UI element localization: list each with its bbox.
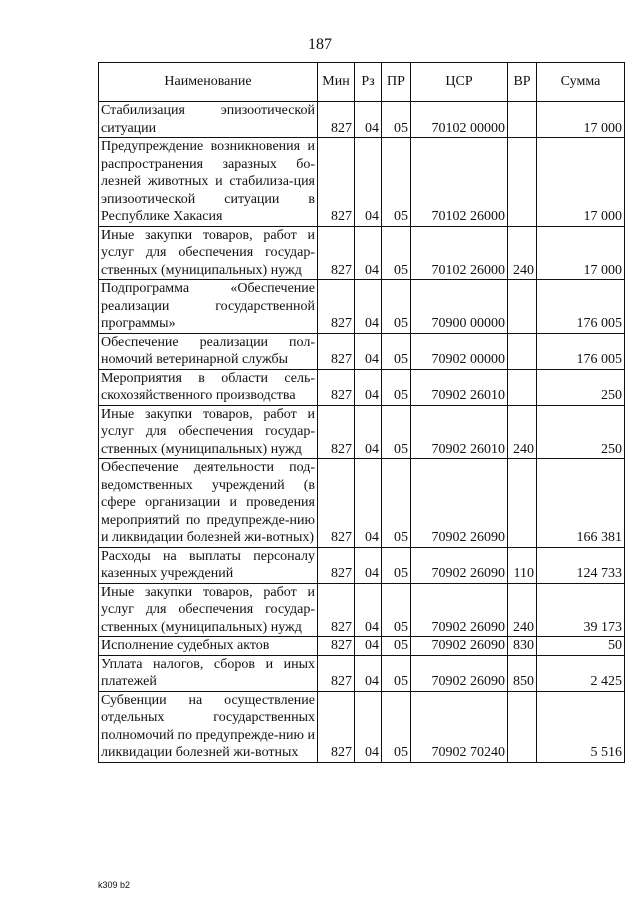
budget-table [98, 62, 625, 763]
header-sum: Сумма [537, 63, 625, 102]
cell-name: Расходы на выплаты персоналу казенных учреждений [99, 547, 318, 583]
table-row [99, 583, 625, 637]
cell-name: Исполнение судебных актов [99, 637, 318, 656]
table-row [99, 637, 625, 656]
cell-rz: 04 [355, 369, 382, 405]
cell-name: Предупреждение возникновения и распространения заразных бо-лезней животных и стабилиза-ция эпизоотической ситуации в Республике Хакасия [99, 138, 318, 227]
cell-csr: 70902 26010 [411, 405, 508, 459]
cell-vr [508, 691, 537, 762]
cell-rz: 04 [355, 583, 382, 637]
table-row [99, 280, 625, 334]
cell-vr [508, 333, 537, 369]
table-row [99, 369, 625, 405]
cell-sum: 176 005 [537, 333, 625, 369]
cell-rz: 04 [355, 459, 382, 548]
cell-rz: 04 [355, 405, 382, 459]
cell-csr: 70102 26000 [411, 138, 508, 227]
cell-pr: 05 [382, 369, 411, 405]
cell-sum: 17 000 [537, 102, 625, 138]
cell-name: Субвенции на осуществление отдельных государственных полномочий по предупрежде-нию и ликвидации болезней жи-вотных [99, 691, 318, 762]
table-row [99, 655, 625, 691]
table-row [99, 333, 625, 369]
cell-sum: 17 000 [537, 226, 625, 280]
cell-rz: 04 [355, 547, 382, 583]
cell-pr: 05 [382, 459, 411, 548]
header-rz: Рз [355, 63, 382, 102]
cell-pr: 05 [382, 691, 411, 762]
cell-rz: 04 [355, 280, 382, 334]
cell-name: Иные закупки товаров, работ и услуг для обеспечения государ-ственных (муниципальных) нужд [99, 405, 318, 459]
table-row [99, 405, 625, 459]
cell-vr [508, 369, 537, 405]
cell-pr: 05 [382, 405, 411, 459]
cell-csr: 70102 00000 [411, 102, 508, 138]
cell-pr: 05 [382, 280, 411, 334]
cell-sum: 50 [537, 637, 625, 656]
cell-rz: 04 [355, 655, 382, 691]
cell-vr: 830 [508, 637, 537, 656]
cell-rz: 04 [355, 226, 382, 280]
header-vr: ВР [508, 63, 537, 102]
table-body [99, 102, 625, 763]
cell-pr: 05 [382, 547, 411, 583]
table-row [99, 691, 625, 762]
cell-sum: 2 425 [537, 655, 625, 691]
cell-name: Уплата налогов, сборов и иных платежей [99, 655, 318, 691]
cell-min: 827 [318, 405, 355, 459]
cell-rz: 04 [355, 333, 382, 369]
cell-csr: 70902 00000 [411, 333, 508, 369]
table-row [99, 138, 625, 227]
cell-min: 827 [318, 138, 355, 227]
cell-rz: 04 [355, 691, 382, 762]
cell-vr: 240 [508, 226, 537, 280]
header-csr: ЦСР [411, 63, 508, 102]
cell-csr: 70902 26090 [411, 637, 508, 656]
cell-min: 827 [318, 547, 355, 583]
cell-name: Стабилизация эпизоотической ситуации [99, 102, 318, 138]
cell-sum: 39 173 [537, 583, 625, 637]
cell-csr: 70900 00000 [411, 280, 508, 334]
header-pr: ПР [382, 63, 411, 102]
cell-pr: 05 [382, 583, 411, 637]
cell-csr: 70902 70240 [411, 691, 508, 762]
cell-csr: 70102 26000 [411, 226, 508, 280]
cell-min: 827 [318, 655, 355, 691]
cell-min: 827 [318, 280, 355, 334]
table-row [99, 459, 625, 548]
cell-name: Иные закупки товаров, работ и услуг для обеспечения государ-ственных (муниципальных) нужд [99, 226, 318, 280]
cell-vr [508, 280, 537, 334]
table-row [99, 226, 625, 280]
header-name: Наименование [99, 63, 318, 102]
cell-pr: 05 [382, 333, 411, 369]
cell-rz: 04 [355, 138, 382, 227]
cell-vr [508, 102, 537, 138]
cell-pr: 05 [382, 655, 411, 691]
cell-vr [508, 138, 537, 227]
cell-sum: 166 381 [537, 459, 625, 548]
cell-vr [508, 459, 537, 548]
cell-csr: 70902 26090 [411, 655, 508, 691]
cell-min: 827 [318, 102, 355, 138]
cell-min: 827 [318, 226, 355, 280]
cell-min: 827 [318, 333, 355, 369]
cell-pr: 05 [382, 226, 411, 280]
cell-min: 827 [318, 637, 355, 656]
cell-sum: 250 [537, 369, 625, 405]
cell-min: 827 [318, 583, 355, 637]
cell-min: 827 [318, 459, 355, 548]
cell-vr: 240 [508, 405, 537, 459]
footer-code: k309 b2 [98, 880, 131, 890]
page-number: 187 [308, 36, 332, 53]
cell-name: Обеспечение реализации пол-номочий ветеринарной службы [99, 333, 318, 369]
cell-csr: 70902 26090 [411, 547, 508, 583]
cell-vr: 850 [508, 655, 537, 691]
header-min: Мин [318, 63, 355, 102]
cell-min: 827 [318, 369, 355, 405]
cell-name: Обеспечение деятельности под-ведомственных учреждений (в сфере организации и проведения мероприятий по предупрежде-нию и ликвидации болезней жи-вотных) [99, 459, 318, 548]
cell-vr: 110 [508, 547, 537, 583]
cell-name: Подпрограмма «Обеспечение реализации государственной программы» [99, 280, 318, 334]
cell-csr: 70902 26010 [411, 369, 508, 405]
cell-sum: 17 000 [537, 138, 625, 227]
cell-pr: 05 [382, 102, 411, 138]
cell-sum: 124 733 [537, 547, 625, 583]
cell-pr: 05 [382, 138, 411, 227]
cell-name: Мероприятия в области сель-скохозяйственного производства [99, 369, 318, 405]
cell-sum: 250 [537, 405, 625, 459]
cell-csr: 70902 26090 [411, 583, 508, 637]
cell-name: Иные закупки товаров, работ и услуг для обеспечения государ-ственных (муниципальных) нужд [99, 583, 318, 637]
table-header-row [99, 63, 625, 102]
cell-vr: 240 [508, 583, 537, 637]
cell-csr: 70902 26090 [411, 459, 508, 548]
table-row [99, 547, 625, 583]
cell-rz: 04 [355, 102, 382, 138]
table-row [99, 102, 625, 138]
cell-sum: 176 005 [537, 280, 625, 334]
cell-min: 827 [318, 691, 355, 762]
cell-pr: 05 [382, 637, 411, 656]
cell-rz: 04 [355, 637, 382, 656]
cell-sum: 5 516 [537, 691, 625, 762]
